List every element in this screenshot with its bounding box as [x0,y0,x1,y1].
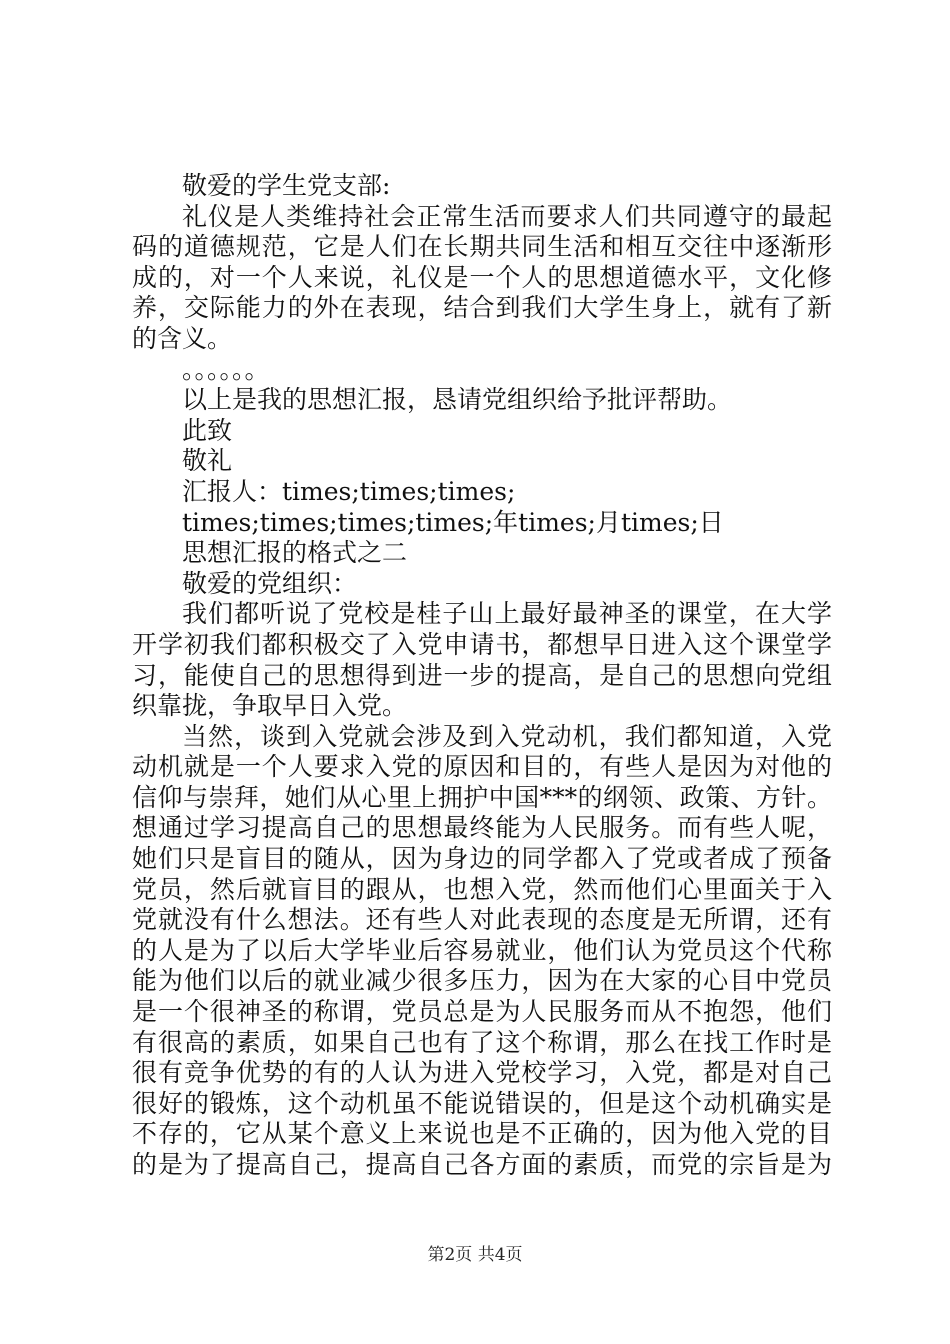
text-line: 以上是我的思想汇报，恳请党组织给予批评帮助。 [182,385,733,415]
text-line: 开学初我们都积极交了入党申请书，都想早日进入这个课堂学 [132,629,832,659]
text-line: 码的道德规范，它是人们在长期共同生活和相互交往中逐渐形 [132,232,832,262]
text-line: 我们都听说了党校是桂子山上最好最神圣的课堂，在大学 [182,599,832,629]
text-line: 的含义。 [132,323,233,353]
text-line: 习，能使自己的思想得到进一步的提高，是自己的思想向党组 [132,660,832,690]
text-line: 动机就是一个人要求入党的原因和目的，有些人是因为对他的 [132,752,832,782]
text-line: 敬爱的学生党支部: [182,171,391,200]
document-body [132,171,832,1181]
text-line: 有很高的素质，如果自己也有了这个称谓，那么在找工作时是 [132,1027,832,1057]
text-line: 思想汇报的格式之二 [182,538,408,568]
text-line: 汇报人：times;times;times; [182,476,516,506]
text-line: 信仰与崇拜，她们从心里上拥护中国***的纲领、政策、方针。 [132,782,832,812]
text-line: 她们只是盲目的随从，因为身边的同学都入了党或者成了预备 [132,844,832,874]
text-line: 的人是为了以后大学毕业后容易就业，他们认为党员这个代称 [132,935,832,965]
text-line: times;times;times;times;年times;月times;日 [182,507,724,537]
text-line: 。。。。。。 [182,354,270,384]
page-footer [0,1244,950,1266]
text-line: 当然，谈到入党就会涉及到入党动机，我们都知道，入党 [182,721,832,751]
text-line: 敬礼 [182,446,233,476]
text-line: 不存的，它从某个意义上来说也是不正确的，因为他入党的目 [132,1119,832,1149]
text-line: 织靠拢，争取早日入党。 [132,691,408,721]
text-line: 的是为了提高自己，提高自己各方面的素质，而党的宗旨是为 [132,1150,832,1179]
text-line: 很好的锻炼，这个动机虽不能说错误的，但是这个动机确实是 [132,1088,832,1118]
text-line: 养，交际能力的外在表现，结合到我们大学生身上，就有了新 [132,293,832,323]
text-line: 是一个很神圣的称谓，党员总是为人民服务而从不抱怨，他们 [132,997,832,1027]
text-line: 想通过学习提高自己的思想最终能为人民服务。而有些人呢， [132,813,832,843]
text-line: 此致 [182,415,233,445]
text-line: 敬爱的党组织： [182,568,358,598]
text-line: 很有竞争优势的有的人认为进入党校学习，入党，都是对自己 [132,1058,832,1088]
page-number-label: 第2页 共4页 [427,1245,523,1265]
text-line: 礼仪是人类维持社会正常生活而要求人们共同遵守的最起 [182,201,832,231]
text-line: 能为他们以后的就业减少很多压力，因为在大家的心目中党员 [132,966,832,996]
text-line: 党员，然后就盲目的跟从，也想入党，然而他们心里面关于入 [132,874,832,904]
text-line: 党就没有什么想法。还有些人对此表现的态度是无所谓，还有 [132,905,832,935]
text-line: 成的，对一个人来说，礼仪是一个人的思想道德水平，文化修 [132,262,832,292]
